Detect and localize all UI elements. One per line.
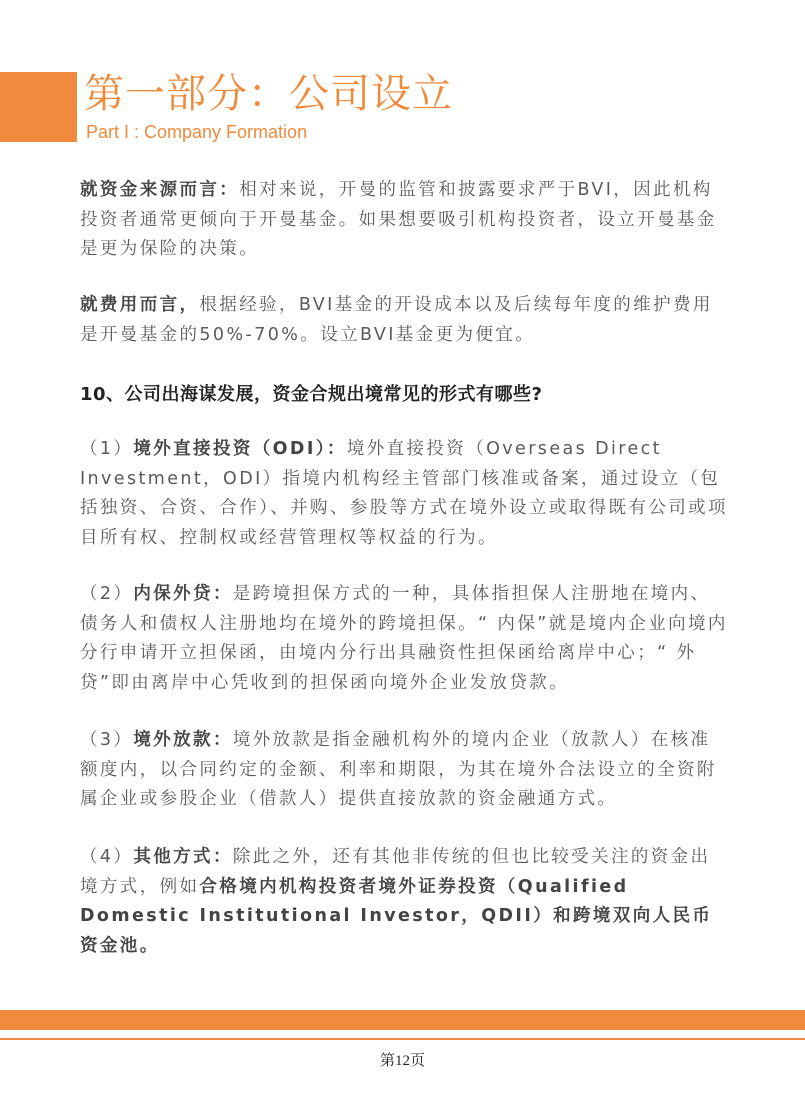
item-other <box>80 843 730 961</box>
item-bold-tail: 合格境内机构投资者境外证券投资（Qualified Domestic Institutional Investor，QDII）和跨境双向人民币资金池。 <box>80 876 713 956</box>
page-number: 第12页 <box>379 1053 425 1069</box>
item-number: （1） <box>80 439 134 459</box>
item-text: 境外直接投资（Overseas Direct Investment，ODI）指境内机构经主管部门核准或备案，通过设立（包括独资、合资、合作）、并购、参股等方式在境外设立或取得既有公司或项目所有权、控制权或经营管理权等权益的行为。 <box>80 439 728 548</box>
paragraph-text: 相对来说，开曼的监管和披露要求严于BVI，因此机构投资者通常更倾向于开曼基金。如果想要吸引机构投资者，设立开曼基金是更为保险的决策。 <box>80 180 717 259</box>
item-number: （4） <box>80 847 134 867</box>
item-number: （3） <box>80 730 134 750</box>
item-text: 是跨境担保方式的一种，具体指担保人注册地在境内、债务人和债权人注册地均在境外的跨境担保。“ 内保”就是境内企业向境内分行申请开立担保函，由境内分行出具融资性担保函给离岸中心；“ 外贷”即由离岸中心凭收到的担保函向境外企业发放贷款。 <box>80 584 728 693</box>
item-guarantee <box>80 580 730 698</box>
footer-accent-bar <box>0 1010 805 1030</box>
header-accent-block <box>0 72 77 142</box>
question-heading: 10、公司出海谋发展，资金合规出境常见的形式有哪些? <box>80 384 543 405</box>
paragraph-cost <box>80 291 730 350</box>
page-subtitle: Part I : Company Formation <box>86 122 308 142</box>
paragraph-funding <box>80 176 730 265</box>
paragraph-text: 根据经验，BVI基金的开设成本以及后续每年度的维护费用是开曼基金的50%-70%。设立BVI基金更为便宜。 <box>80 295 713 345</box>
item-overseas-lending <box>80 726 730 815</box>
item-text: 除此之外，还有其他非传统的但也比较受关注的资金出境方式，例如 <box>80 847 711 897</box>
item-label: 境外直接投资（ODI）： <box>133 439 347 459</box>
item-label: 内保外贷： <box>133 584 233 604</box>
paragraph-label: 就费用而言， <box>80 295 200 315</box>
footer-divider <box>0 1038 805 1040</box>
item-text: 境外放款是指金融机构外的境内企业（放款人）在核准额度内，以合同约定的金额、利率和期限，为其在境外合法设立的全资附属企业或参股企业（借款人）提供直接放款的资金融通方式。 <box>80 730 717 809</box>
item-label: 境外放款： <box>133 730 233 750</box>
item-label: 其他方式： <box>133 847 233 867</box>
item-number: （2） <box>80 584 134 604</box>
page-title: 第一部分：公司设立 <box>84 71 453 117</box>
paragraph-label: 就资金来源而言： <box>80 180 240 200</box>
item-odi <box>80 435 730 553</box>
